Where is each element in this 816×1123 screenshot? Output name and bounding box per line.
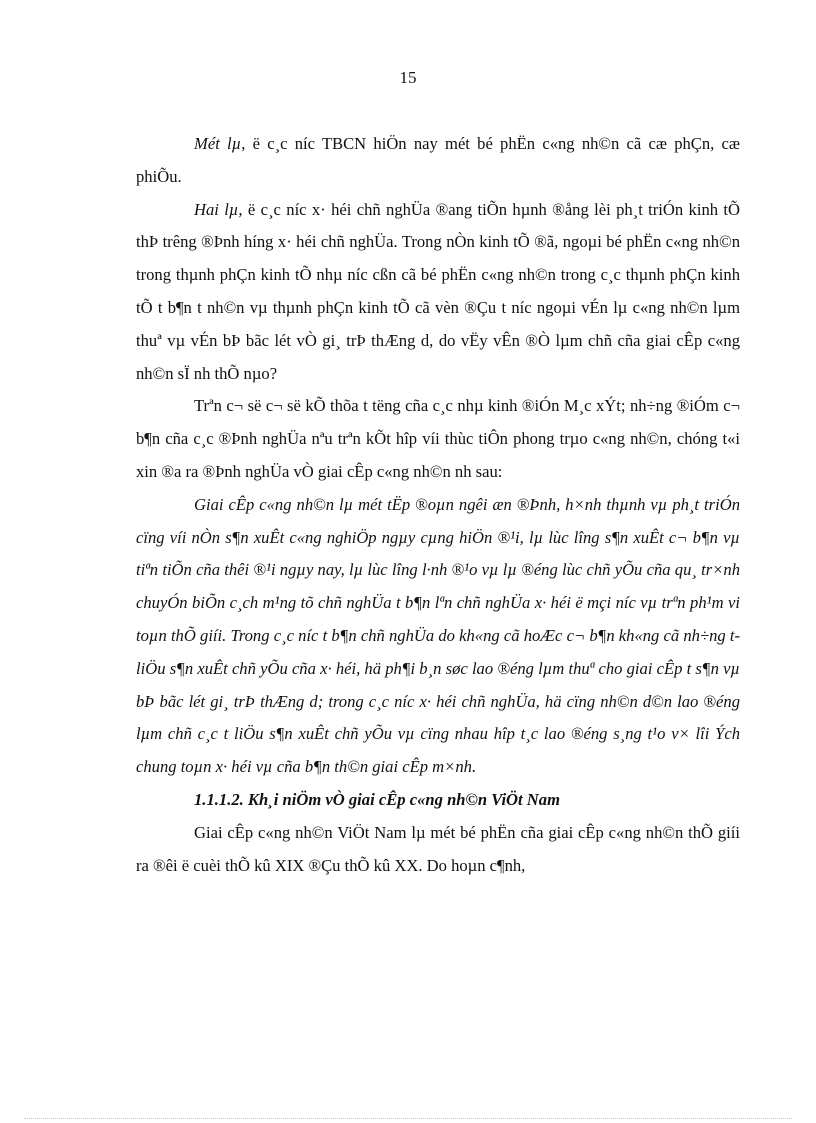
paragraph-lead: Mét lµ, (194, 134, 246, 153)
paragraph-first-point (136, 128, 740, 194)
paragraph-second-point (136, 194, 740, 391)
paragraph-lead: Hai lµ, (194, 199, 243, 219)
paragraph-vietnam (136, 817, 740, 883)
paragraph-text: Trªn c¬ së c¬ së kÕ thõa t tëng cña c¸c nhµ kinh ®iÓn M¸c xÝt; nh÷ng ®iÓm c¬ b¶n cña c¸c ®Þnh nghÜa nªu trªn kÕt hîp víi thùc tiÔn phong trµo c«ng nh©n, chóng t«i xin ®a ra ®Þnh nghÜa vÒ giai cÊp c«ng nh©n nh sau: (136, 396, 740, 481)
paragraph-text: ë c¸c níc x· héi chñ nghÜa ®ang tiÕn hµnh ®ång lèi ph¸t triÓn kinh tÕ thÞ trêng ®Þnh híng x· héi chñ nghÜa. Trong nÒn kinh tÕ ®ã, ngoµi bé phËn c«ng nh©n trong thµnh phÇn kinh tÕ nhµ níc cßn cã bé phËn c«ng nh©n trong c¸c thµnh phÇn kinh tÕ t b¶n t nh©n vµ thµnh phÇn kinh tÕ cã vèn ®Çu t níc ngoµi vÉn lµ c«ng nh©n lµm thuª vµ vÉn bÞ bãc lét vÒ gi¸ trÞ thÆng d, do vËy vÊn ®Ò lµm chñ cña giai cÊp c«ng nh©n sÏ nh thÕ nµo? (136, 199, 740, 383)
paragraph-text: ë c¸c níc TBCN hiÖn nay mét bé phËn c«ng nh©n cã cæ phÇn, cæ phiÕu. (136, 134, 740, 186)
paragraph-text: Giai cÊp c«ng nh©n lµ mét tËp ®oµn ngêi æn ®Þnh, h×nh thµnh vµ ph¸t triÓn cïng víi nÒn s¶n xuÊt c«ng nghiÖp ngµy cµng hiÖn ®¹i, lµ lùc lîng s¶n xuÊt c¬ b¶n vµ tiªn tiÕn cña thêi ®¹i ngµy nay, lµ lùc lîng l·nh ®¹o vµ lµ ®éng lùc chñ yÕu cña qu¸ tr×nh chuyÓn biÕn c¸ch m¹ng tõ chñ nghÜa t b¶n lªn chñ nghÜa x· héi ë mçi níc vµ trªn ph¹m vi toµn thÕ giíi. Trong c¸c níc t b¶n chñ nghÜa do kh«ng cã hoÆc c¬ b¶n kh«ng cã nh÷ng t liÖu s¶n xuÊt chñ yÕu cña x· héi, hä ph¶i b¸n søc lao ®éng lµm thuª cho giai cÊp t s¶n vµ bÞ bãc lét gi¸ trÞ thÆng d; trong c¸c níc x· héi chñ nghÜa, hä cïng nh©n d©n lao ®éng lµm chñ c¸c t liÖu s¶n xuÊt chñ yÕu vµ cïng nhau hîp t¸c lao ®éng s¸ng t¹o v× lîi Ých chung toµn x· héi vµ cña b¶n th©n giai cÊp m×nh. (136, 494, 740, 777)
heading-text: 1.1.1.2. Kh¸i niÖm vÒ giai cÊp c«ng nh©n ViÖt Nam (194, 789, 560, 809)
document-body (136, 128, 740, 882)
bottom-divider (24, 1118, 792, 1119)
paragraph-text: Giai cÊp c«ng nh©n ViÖt Nam lµ mét bé phËn cña giai cÊp c«ng nh©n thÕ giíi ra ®êi ë cuèi thÕ kû XIX ®Çu thÕ kû XX. Do hoµn c¶nh, (136, 822, 740, 875)
page-number: 15 (399, 68, 417, 87)
paragraph-definition (136, 489, 740, 784)
section-heading (136, 784, 740, 817)
paragraph-intro-definition (136, 390, 740, 488)
